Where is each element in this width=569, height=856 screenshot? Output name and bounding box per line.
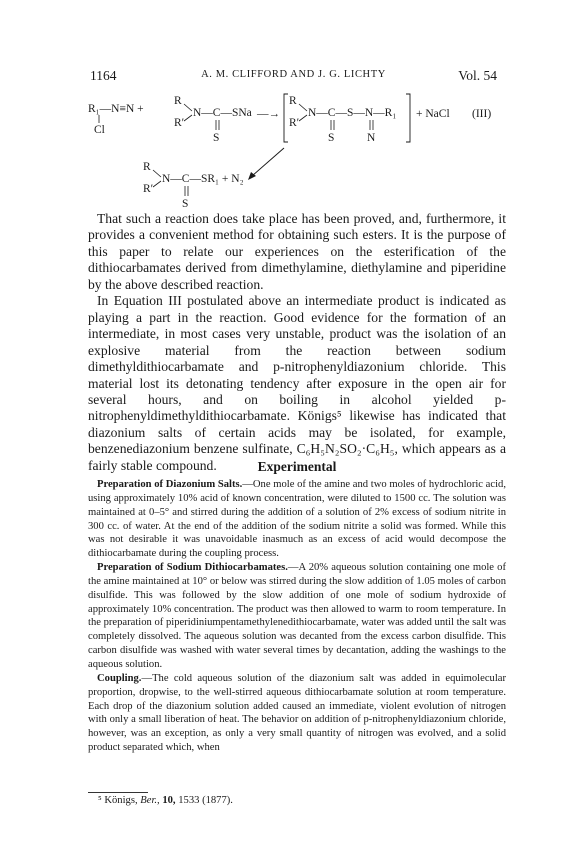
- sulfur-label: S: [328, 132, 335, 144]
- reaction-scheme: [88, 90, 518, 208]
- bond-line: [299, 115, 307, 121]
- experimental-paragraph: [88, 561, 506, 672]
- bracket-left: [284, 94, 288, 142]
- footnote: [98, 795, 233, 806]
- paragraph-text: —One mole of the amine and two moles of hydrochloric acid, using approximately 10% acid of known concentration, were diluted to 1500 cc. The solution was maintained at 0–5° and stirred during the addition of a solution of 2% excess of sodium nitrite in 300 cc. of water. At the end of the addition of the sodium nitrite a solid was formed. While this was not desirable it was unavoidable inasmuch as an excess of acid would decompose the dithiocarbamate during the coupling process.: [88, 479, 506, 560]
- product-arrow: [252, 148, 284, 176]
- body-text: [88, 211, 506, 474]
- sulfur-label: S: [213, 132, 220, 144]
- run-in-heading: Coupling.: [97, 672, 142, 684]
- run-in-heading: Preparation of Sodium Dithiocarbamates.: [97, 562, 288, 574]
- experimental-paragraph: [88, 478, 506, 561]
- run-in-heading: Preparation of Diazonium Salts.: [97, 479, 243, 490]
- equation-number: (III): [472, 108, 492, 120]
- page-number: 1164: [90, 68, 117, 83]
- chloride-label: Cl: [94, 124, 105, 136]
- r-upper-label: R: [174, 95, 182, 107]
- bond-line: [153, 170, 161, 177]
- bond-line: [184, 115, 192, 121]
- diazonium-reactant: R₁—N≡N +: [88, 103, 144, 115]
- bond-line: [299, 104, 307, 111]
- nitrogen-label: N: [367, 132, 376, 144]
- footnote-rule: [88, 792, 148, 793]
- r-upper-label: R: [289, 95, 297, 107]
- footnote-journal: Ber.,: [140, 795, 160, 806]
- bracket-right: [406, 94, 410, 142]
- running-title: A. M. CLIFFORD AND J. G. LICHTY: [201, 69, 386, 80]
- intermediate-compound: N—C—S—N—R₁: [308, 107, 397, 119]
- footnote-pages: 1533 (1877).: [175, 795, 233, 806]
- experimental-text: [88, 478, 506, 755]
- r-upper-label: R: [143, 161, 151, 173]
- bond-line: [153, 181, 161, 187]
- reaction-arrow: —→: [257, 108, 280, 120]
- r-lower-label: R′: [143, 183, 154, 195]
- paragraph: That such a reaction does take place has been proved, and, furthermore, it provides a convenient method for obtaining such esters. It is the purpose of this paper to relate our experiences on the esterification of the dithiocarbamates derived from dimethylamine, diethylamine and piperidine by the above described reaction.: [88, 211, 506, 292]
- volume-label: Vol. 54: [458, 68, 497, 83]
- bond-line: [184, 104, 192, 111]
- sulfur-label: S: [182, 198, 189, 208]
- nacl-byproduct: + NaCl: [416, 108, 450, 120]
- paragraph: In Equation III postulated above an intermediate product is indicated as playing a part in the reaction. Good evidence for the formation of an intermediate, in most cases very unstable, product was the isolation of an explosive material from the reaction between sodium dimethyldithiocarbamate and p-nitrophenyldiazonium chloride. This material lost its detonating tendency after exposure in the open air for several hours, and on boiling in alcohol yielded p-nitrophenyldimethyldithiocarbamate. Königs⁵ likewise has indicated that diazonium salts of certain acids may be isolated, for example, benzenediazonium benzene sulfinate, C₆H₅N₂SO₂·C₆H₅, which appears as a fairly stable compound.: [88, 293, 506, 473]
- paragraph-text: —A 20% aqueous solution containing one mole of the amine maintained at 10° or below was stirred during the slow addition of 1.05 moles of carbon disulfide. This was followed by the slow addition of one mole of sodium hydroxide of approximately 10% concentration. The product was then allowed to warm to room temperature. In the preparation of piperidiniumpentamethylenedithiocarbamate, water was added until the salt was completely dissolved. The aqueous solution was decanted from the excess carbon disulfide. This carbon disulfide was washed with water several times by decantation, adding the washings to the aqueous solution.: [88, 562, 507, 670]
- dithiocarbamate-reactant: N—C—SNa: [193, 107, 252, 119]
- r-lower-label: R′: [289, 117, 300, 129]
- running-header: [90, 68, 497, 86]
- footnote-volume: 10,: [159, 795, 176, 806]
- paragraph-text: —The cold aqueous solution of the diazonium salt was added in equimolecular proportion, dropwise, to the well-stirred aqueous dithiocarbamate solution at room temperature. Each drop of the diazonium solution added caused an immediate, violent evolution of nitrogen with only a small liberation of heat. The behavior on addition of p-nitrophenyldiazonium chloride, however, was an exception, as only a very small quantity of nitrogen was evolved, and a solid product separated which, when: [88, 672, 506, 754]
- footnote-author: Königs,: [104, 795, 141, 806]
- r-lower-label: R′: [174, 117, 185, 129]
- section-heading: Experimental: [257, 459, 337, 474]
- experimental-paragraph: [88, 672, 506, 755]
- ester-product: N—C—SR₁ + N₂: [162, 173, 244, 185]
- footnote-mark: ⁵: [98, 795, 102, 806]
